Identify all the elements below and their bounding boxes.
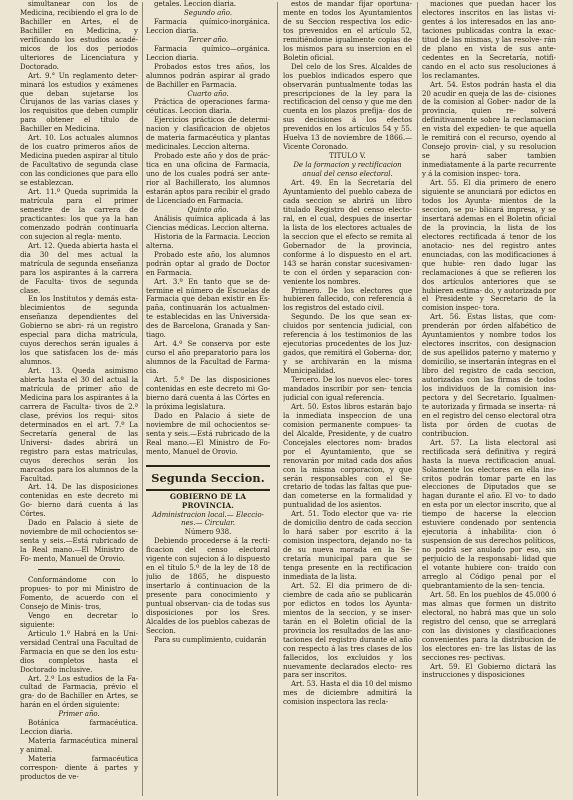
subheading: Segundo año. (183, 7, 233, 17)
paragraph: Art. 53. Hasta el dia 10 del mismo mes de diciembre admitirá la comision inspectora las recla- (283, 679, 412, 707)
paragraph: Art. 11.º Queda suprimida la matrícula para el primer semestre de la carrera de practicantes: los que ya la han comenzado podrán continuarla con sujecion al regla- mento. (20, 187, 138, 241)
paragraph: Art. 4.º Se conserva por este curso el año preparatorio para los alumnos de la Facultad de Farma- cia. (146, 339, 270, 376)
centered-heading: TITULO V. (329, 151, 366, 161)
paragraph: Artículo 1.º Habrá en la Uni- versidad Central una Facultad de Farmacia en que se den los estu- dios completos hasta el Doctorado inclusive. (20, 628, 138, 674)
column-rule (277, 2, 278, 796)
paragraph: Art. 58. En los pueblos de 45.000 ó mas almas que formen un distrito electoral, no habrá mas que un solo registro del censo, que se arreglará con las divisiones y clasificaciones convenientes para la distribucion de los electores en- tre las listas de las secciones res- pectivas. (422, 589, 556, 662)
paragraph: Art. 12. Queda abierta hasta el dia 30 del mes actual la matrícula de segunda enseñanza para los aspirantes á la carrera de Faculta- tivos de segunda clase. (20, 240, 138, 295)
paragraph: Debiendo procederse á la recti- ficacion del censo electoral vigente con sujecion á lo dispuesto en el título 5.º de la ley de 18 de julio de 1865, he dispuesto insertarlo á continuacion de la presente para conocimiento y puntual observan- cia de todas sus disposiciones por los Sres. Alcaldes de los pueblos cabezas de Seccion. (146, 536, 270, 635)
paragraph: Art. 14. De las disposiciones contenidas en este decreto mi Go- bierno dará cuenta á las Córtes. (20, 482, 138, 519)
paragraph: Art. 5.º De las disposiciones contenidas en este decreto mi Go- bierno dará cuenta á las Córtes en la próxima legislatura. (146, 375, 270, 411)
paragraph: Art. 54. Estos podrán hasta el dia 20 acudir en queja de las de- cisiones de la comision al Gober- nador de la provincia, quien re- solverá definitivamente sobre la reclamacion en vista del expedien- te que aquella le remitirá con el recurso, oyendo al Consejo provin- cial, y su resolucion se hará saber tambien inmediatamente á la parte recurrente y á la comision inspec- tora. (422, 79, 556, 179)
paragraph: maciones que puedan hacer los electores inscritos en las listas vi- gentes á los interesados en las ano- taciones publicadas contra la exac- titud de las mismas, y las resolve- rán de plano en vista de sus ante- cedentes en la Secretaría, notifi- cando en el acto sus resoluciones á los reclamantes. (422, 0, 556, 80)
paragraph: Materia farmacéutica correspon- diente á partes y productos de ve- (20, 754, 138, 782)
subheading: Primer año. (58, 709, 100, 719)
paragraph: Conformándome con lo propues- to por mi Ministro de Fomento, de acuerdo con el Consejo de Minis- tros, (20, 575, 138, 611)
paragraph: Segundo. De los que sean ex- cluidos por sentencia judicial, con referencia á los testimonios de las ejecutorias procedentes de los Juz- gados, que remitirá el Goberna- dor, y se archivarán en la misma Municipalidad. (283, 312, 412, 376)
paragraph: Art. 2.º Los estudios de la Fa- cultad de Farmacia, prévio el gra- do de Bachiller en Artes, se harán en el órden siguiente: (20, 673, 138, 710)
paragraph: Ejercicios prácticos de determi- nacion y clasificacion de objetos de materia farmacéutica y plantas medicinales. Leccion alterna. (146, 115, 270, 152)
paragraph: Tercero. De los nuevos elec- tores mandados inscribir por sen- tencia judicial con igual referencia. (283, 375, 412, 402)
paragraph: Art. 49. En la Secretaría del Ayuntamiento del pueblo cabeza de cada seccion se abrirá un libro titulado Registro del censo electo- ral, en el cual, despues de insertar la lista de los electores actuales de la seccion que el efecto se remita al Gobernador de la provincia, conforme á lo dispuesto en el art. 143 se harán constar sucesivamen- te con el órden y separacion con- veniente los nombres. (283, 178, 412, 286)
subheading: Quinto año. (187, 204, 229, 214)
centered-heading: Número 938. (184, 527, 232, 537)
paragraph: Art. 57. La lista electoral asi rectificada será definitiva y regirá hasta la nueva rectificacion anual. Solamente los electores en ella ins- critos podrán tomar parte en las elecciones de Diputados que se hagan durante el año. El vo- to dado en esta por un elector inscrito, que al tiempo de hacerse la eleccion estuviere condenado por sentencia ejecutoria á inhabilita- cion ó suspension de sus derechos políticos, no podrá ser anulado por eso, sin perjuicio de la responsabi- lidad que el votante hubiere con- traido con arreglo al Código penal por el quebrantamiento de la sen- tencia. (422, 437, 556, 590)
paragraph: Para su cumplimiento, cuidarán (154, 634, 267, 644)
subheading: Tercer año. (188, 34, 228, 44)
column-3 (283, 0, 412, 800)
paragraph: Art. 51. Todo elector que va- rie de domicilio dentro de cada seccion lo hará saber por escrito á la comision inspectora, dejando no- ta de su nueva morada en la Se- cretaría municipal para que se tenga presente en la rectificacion inmediata de la lista. (283, 509, 412, 581)
paragraph: Farmacia químico-inorgánica. Leccion diaria. (146, 16, 270, 35)
paragraph: getales. Leccion diaria. (154, 0, 237, 8)
column-2 (146, 0, 270, 800)
paragraph: En los Institutos y demás esta- blecimientos de segunda enseñanza dependientes del Gobierno se abri- rá un registro especial para dicha matrícula, cuyos derechos serán iguales á los que satisfacen los de- más alumnos. (20, 294, 138, 367)
paragraph: Art. 13. Queda asimismo abierta hasta el 30 del actual la matrícula de primer año de Medicina para los aspirantes á la carrera de Faculta- tivos de 2.ª clase, prévios los requi- sitos determinados en el art. 7.º La Secretaría general de las Universi- dades abrirá un registro para estas matrículas, cuyos derechos serán los marcados para los alumnos de la Facultad. (20, 366, 138, 483)
paragraph: Probados estos tres años, los alumnos podrán aspirar al grado de Bachiller en Farmacia. (146, 61, 270, 89)
paragraph: Art. 55. El dia primero de enero siguiente se anunciará por edictos en todos los Ayunta- mientos de la seccion, se pu- blicará impresa, y se insertará ademas en el Boletin oficial de la provincia, la lista de los electores rectificada á tenor de los anotacio- nes del registro antes enunciadas, con las modificaciones á que hubie- ren dado lugar las reclamaciones á que se refieren los dos artículos anteriores que se hubieren estima- do, y autorizada por el Presidente y Secretario de la comision inspec- tora. (422, 178, 556, 313)
paragraph: Probado este año y dos de prác- tica en una oficina de Farmacia, uno de los cuales podrá ser ante- rior al Bachillerato, los alumnos estarán aptos para recibir el grado de Licenciado en Farmacia. (146, 151, 270, 205)
paragraph: Dado en Palacio á siete de noviembre de mil ochocientos se- senta y seis.—Está rubricado de la Real mano.—El Ministro de Fo- mento, Manuel de Orovio. (20, 518, 138, 564)
paragraph: Art. 9.° Un reglamento deter- minará los estudios y exámenes que deban sujetarse los Cirujanos de las varias clases y los requisitos que deben cumplir para obtener el título de Bachiller en Medicina. (20, 70, 138, 134)
paragraph: Práctica de operaciones farma- céuticas. Leccion diaria. (146, 97, 270, 116)
paragraph: Historia de la Farmacia. Leccion alterna. (146, 231, 270, 250)
paragraph: simultanear con los de Medicina, recibiendo el gra lo de Bachiller en Artes, el de Bachiller en Medicina, y verificando los estudios acadé- micos de los dos periodos ulteriores de Licenciatura y Doctorado. (20, 0, 138, 71)
section-heading: GOBIERNO DE LA PROVINCIA. (169, 491, 247, 510)
paragraph: Art. 59. El Gobierno dictará las instrucciones y disposiciones (422, 661, 556, 680)
paragraph: Farmacia químico—orgánica. Leccion diaria. (146, 43, 270, 62)
subheading: De la formacion y rectificacion anual del censo electoral. (293, 160, 402, 179)
paragraph: Art. 50. Estos libros estarán bajo la inmediata inspeccion de una comision permanente compues- ta del Alcalde, Presidente, y de cuatro Concejales electores nom- brados por el Ayuntamiento, que se renovarán por mitad cada dos años con la misma corporacion, y que serán responsables con el Se- cretario de todas las faltas que pue- dan cometerse en la formalidad y puntualidad de los asientos. (283, 401, 412, 510)
paragraph: Art. 3.º En tanto que se de- termine el número de Escuelas de Farmacia que deban existir en Es- paña, continuarán los actualmen- te establecidas en las Universida- des de Barcelona, Granada y San- tiago. (146, 276, 270, 340)
paragraph: Dado en Palacio á siete de noviembre de mil ochocientos se- senta y seis.—Está rubricado de la Real mano.—El Ministro de Fo- mento, Manuel de Orovio. (146, 410, 270, 456)
subheading: Cuarto año. (187, 88, 229, 98)
paragraph: Art. 10. Los actuales alumnos de los cuatro primeros años de Medicina pueden aspirar al título de Facultativo de segunda clase con las condiciones que para ello se establezcan. (20, 133, 138, 188)
section-title: Segunda Seccion. (146, 465, 270, 491)
paragraph: Art. 52. El dia primero de di- ciembre de cada año se publicarán por edictos en todos los Ayunta- mientos de la seccion, y se inser- tarán en el Boletin oficial de la provincia los resultados de las ano- taciones del registro durante el año con respecto á las tres clases de los fallecidos, los excluidos y los nuevamente declarados electo- res para ser inscritos. (283, 580, 412, 680)
paragraph: estos de mandar fijar oportuna- mente en todos los Ayuntamientos de su Seccion respectiva los edic- tos prevenidos en el artículo 52, remitiéndome igualmente copias de los mismos para su insercion en el Boletin oficial. (283, 0, 412, 62)
paragraph: Del celo de los Sres. Alcaldes de los pueblos indicados espero que observarán puntualmente todas las prescripciones de la ley para la rectificacion del censo y que me den cuenta en los plazos prefija- dos de sus decisiones á los efectos prevenidos en los artículos 54 y 55. Huelva 13 de noviembre de 1866.—Vicente Coronado. (283, 61, 412, 152)
paragraph: Primero. De los electores que hubieren fallecido, con referencia á los registros del estado civil. (283, 285, 412, 313)
column-rule (142, 2, 143, 796)
paragraph: Probado este año, los alumnos podrán optar al grado de Doctor en Farmacia. (146, 249, 270, 277)
paragraph: Vengo en decretar lo siguiente: (20, 610, 138, 629)
column-rule (417, 2, 418, 796)
paragraph: Art. 56. Estas listas, que com- prenderán por órden alfabético de Ayuntamientos y nombre todos los electores inscritos, con designacion de sus apellidos paterno y materno y domicilio, se insertarán íntegras en el libro del registro de cada seccion, autorizadas con las firmas de todos los individuos de la comision ins- pectora y del Secretario. Igualmen- te autorizada y firmada se inserta- rá en el registro del censo electoral otra lista por órden de cuotas de contribucion. (422, 312, 556, 438)
paragraph: Materia farmacéutica mineral y animal. (20, 736, 138, 755)
column-4 (422, 0, 556, 800)
separator-rule (38, 569, 121, 570)
subheading: Administracion local.— Eleccio- nes.— Circular. (152, 509, 264, 528)
paragraph: Análisis química aplicada á las Ciencias médicas. Leccion alterna. (146, 213, 270, 232)
paragraph: Botánica farmacéutica. Leccion diaria. (20, 718, 138, 737)
column-1 (20, 0, 138, 800)
